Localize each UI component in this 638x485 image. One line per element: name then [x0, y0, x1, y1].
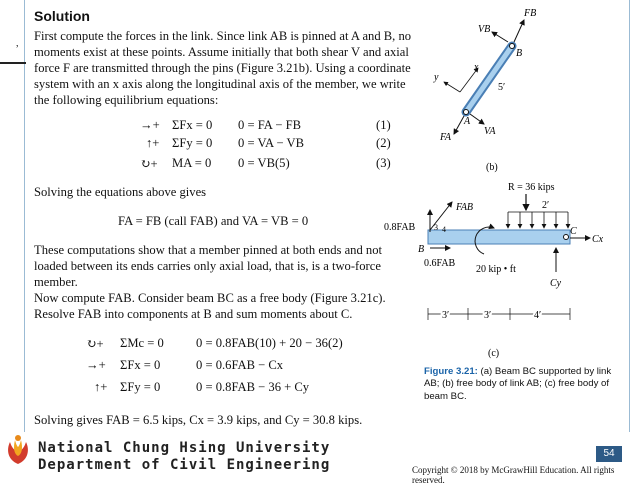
para2-line: member.	[34, 275, 78, 289]
figure-caption	[424, 366, 624, 403]
intro-line: First compute the forces in the link. Since link AB is pinned at A and B, no	[34, 29, 412, 43]
eq-rhs: 0 = 0.8FAB − 36 + Cy	[196, 380, 310, 394]
bullet-mark: ,	[16, 38, 19, 49]
shear-va-arrow	[470, 114, 484, 124]
para2-line: These computations show that a member pinned at both ends and not	[34, 243, 383, 257]
eq-rhs: 0 = VB(5)	[238, 156, 290, 170]
copyright-notice: Copyright © 2018 by McGrawHill Education. All rights reserved.	[412, 465, 615, 485]
eq-direction: ↻+	[140, 157, 158, 171]
pin-a	[464, 110, 469, 115]
label-moment: 20 kip • ft	[476, 264, 516, 275]
y-axis	[444, 82, 460, 92]
intro-line: the following equilibrium equations:	[34, 93, 219, 107]
figure-c-beam-freebody	[384, 176, 624, 364]
label-dim-3b: 3′	[484, 310, 492, 321]
label-c: C	[570, 226, 577, 237]
intro-line: moments exist at these points. Assume initially that both shear V and axial	[34, 45, 409, 59]
force-fa-arrow	[454, 116, 464, 134]
force-fb-arrow	[514, 20, 524, 42]
pin-c	[564, 235, 569, 240]
result-equation: FA = FB (call FAB) and VA = VB = 0	[118, 214, 309, 228]
label-fb: FB	[524, 8, 537, 19]
label-cy: Cy	[550, 278, 562, 289]
label-slope-3: 3	[434, 223, 438, 232]
eq-direction: →+	[86, 358, 106, 372]
label-slope-4: 4	[442, 225, 446, 234]
intro-line: force F are transmitted through the pins (Figure 3.21b). Using a coordinate	[34, 61, 411, 75]
link-ab	[466, 46, 512, 112]
label-y: y	[434, 72, 439, 83]
university-logo-icon	[4, 434, 32, 466]
pin-b	[510, 44, 515, 49]
eq-direction: ↑+	[94, 380, 108, 394]
eq-rhs: 0 = FA − FB	[238, 118, 301, 132]
final-result: Solving gives FAB = 6.5 kips, Cx = 3.9 kips, and Cy = 30.8 kips.	[34, 413, 363, 427]
shear-vb-arrow	[492, 32, 508, 42]
eq-direction: ↑+	[146, 136, 160, 150]
eq-rhs: 0 = 0.6FAB − Cx	[196, 358, 284, 372]
para2-line: loaded between its ends carries only axial load, that is, is a two-force	[34, 259, 381, 273]
eq-rhs: 0 = 0.8FAB(10) + 20 − 36(2)	[196, 336, 343, 350]
label-dim-3a: 3′	[442, 310, 450, 321]
caption-label: Figure 3.21:	[424, 366, 478, 377]
eq-direction: ↻+	[86, 337, 104, 351]
page-number: 54	[596, 446, 622, 462]
eq-direction: →+	[140, 118, 160, 132]
eq-sum: ΣMc = 0	[120, 336, 164, 350]
label-load: R = 36 kips	[508, 182, 555, 193]
figure-c-tag: (c)	[488, 348, 500, 359]
side-rule	[0, 62, 26, 64]
label-fab: FAB	[456, 202, 474, 213]
eq-number: (1)	[376, 118, 391, 132]
eq-sum: ΣFy = 0	[172, 136, 213, 150]
eq-sum: ΣFx = 0	[120, 358, 161, 372]
eq-sum: ΣFx = 0	[172, 118, 213, 132]
eq-sum: ΣFy = 0	[120, 380, 161, 394]
label-vb: VB	[478, 24, 491, 35]
label-b: B	[516, 48, 523, 59]
eq-sum: MA = 0	[172, 156, 212, 170]
department-name: Department of Civil Engineering	[38, 457, 331, 473]
intro-line: system with an x axis along the longitudinal axis of the member, we write	[34, 77, 406, 91]
label-dim-4: 4′	[534, 310, 542, 321]
label-dim-2: 2′	[542, 200, 550, 211]
label-fa: FA	[440, 132, 451, 143]
eq-number: (3)	[376, 156, 391, 170]
figure-b-tag: (b)	[486, 162, 498, 173]
label-a: A	[464, 116, 471, 127]
label-length: 5′	[498, 82, 506, 93]
label-va: VA	[484, 126, 496, 137]
university-name: National Chung Hsing University	[38, 440, 331, 456]
label-b-point: B	[418, 244, 425, 255]
solving-intro: Solving the equations above gives	[34, 185, 207, 199]
label-x: x	[474, 62, 479, 73]
dimension-line	[428, 308, 570, 320]
label-cx: Cx	[592, 234, 604, 245]
solution-heading: Solution	[34, 8, 90, 24]
para2-line: Now compute FAB. Consider beam BC as a free body (Figure 3.21c).	[34, 291, 386, 305]
eq-number: (2)	[376, 136, 391, 150]
para2-line: Resolve FAB into components at B and sum moments about C.	[34, 307, 353, 321]
label-08fab: 0.8FAB	[384, 222, 416, 233]
caption-text: (a) Beam BC supported by link AB; (b) free body of link AB; (c) free body of beam BC.	[424, 366, 612, 402]
label-06fab: 0.6FAB	[424, 258, 456, 269]
figure-b-link-freebody	[420, 4, 570, 174]
beam-bc	[428, 230, 570, 244]
eq-rhs: 0 = VA − VB	[238, 136, 305, 150]
distributed-load	[508, 212, 568, 228]
